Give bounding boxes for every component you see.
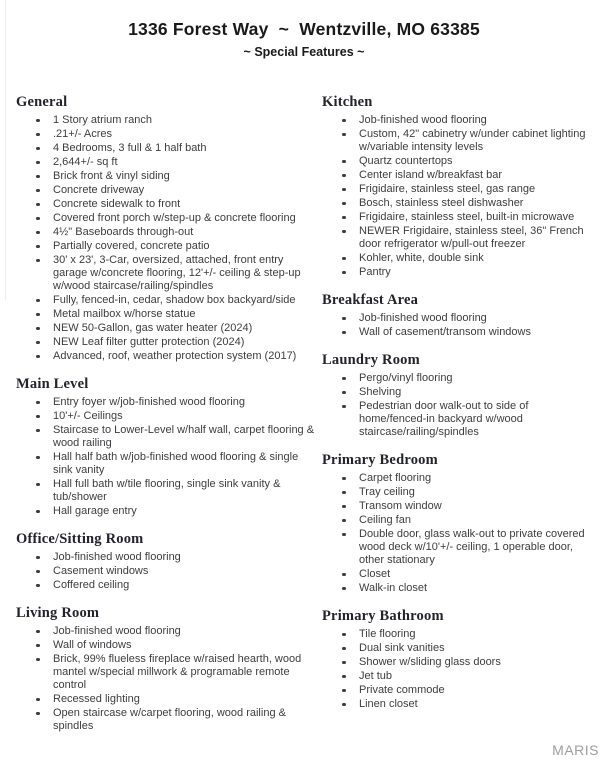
feature-item: Custom, 42" cabinetry w/under cabinet lighting w/variable intensity levels (322, 128, 594, 154)
page-title: 1336 Forest Way ~ Wentzville, MO 63385 (128, 19, 480, 39)
section-living-room (16, 604, 322, 733)
section-heading-general: General (16, 94, 68, 110)
feature-item: Dual sink vanities (322, 642, 594, 655)
section-heading-office-sitting-room: Office/Sitting Room (16, 531, 144, 547)
feature-item: Casement windows (16, 565, 322, 578)
maris-watermark: MARIS (552, 742, 599, 758)
feature-item: Ceiling fan (322, 514, 594, 527)
feature-list-main-level (16, 396, 322, 518)
feature-item: Center island w/breakfast bar (322, 169, 594, 182)
feature-item: Transom window (322, 500, 594, 513)
feature-item: Linen closet (322, 698, 594, 711)
feature-item: Pedestrian door walk-out to side of home/fenced-in backyard w/wood staircase/railing/spindles (322, 400, 594, 439)
feature-item: Carpet flooring (322, 472, 594, 485)
feature-item: Quartz countertops (322, 155, 594, 168)
feature-item: Brick, 99% flueless fireplace w/raised hearth, wood mantel w/special millwork & programable remote control (16, 653, 322, 692)
feature-item: Concrete sidewalk to front (16, 198, 322, 211)
section-heading-kitchen: Kitchen (322, 94, 373, 110)
section-office-sitting-room (16, 530, 322, 592)
page-subtitle: ~ Special Features ~ (243, 45, 365, 59)
feature-item: Job-finished wood flooring (322, 114, 594, 127)
feature-item: Shelving (322, 386, 594, 399)
feature-item: Tray ceiling (322, 486, 594, 499)
feature-item: 10'+/- Ceilings (16, 410, 322, 423)
feature-item: NEW 50-Gallon, gas water heater (2024) (16, 322, 322, 335)
scan-edge-artifact (5, 0, 6, 300)
feature-item: .21+/- Acres (16, 128, 322, 141)
feature-item: 30' x 23', 3-Car, oversized, attached, front entry garage w/concrete flooring, 12'+/- ceiling & step-up w/wood staircase/railing/spindles (16, 254, 322, 293)
feature-item: Job-finished wood flooring (16, 551, 322, 564)
feature-item: Pantry (322, 266, 594, 279)
feature-item: 4½" Baseboards through-out (16, 226, 322, 239)
content-columns (0, 93, 608, 745)
feature-list-office-sitting-room (16, 551, 322, 592)
feature-list-kitchen (322, 114, 594, 279)
section-laundry-room (322, 351, 594, 439)
feature-item: Hall full bath w/tile flooring, single sink vanity & tub/shower (16, 478, 322, 504)
section-heading-primary-bedroom: Primary Bedroom (322, 452, 438, 468)
feature-item: NEWER Frigidaire, stainless steel, 36" French door refrigerator w/pull-out freezer (322, 225, 594, 251)
feature-item: Metal mailbox w/horse statue (16, 308, 322, 321)
section-heading-primary-bathroom: Primary Bathroom (322, 608, 444, 624)
feature-item: Advanced, roof, weather protection system (2017) (16, 350, 322, 363)
feature-item: Brick front & vinyl siding (16, 170, 322, 183)
section-breakfast-area (322, 291, 594, 339)
feature-item: Private commode (322, 684, 594, 697)
feature-item: Hall garage entry (16, 505, 322, 518)
feature-item: Kohler, white, double sink (322, 252, 594, 265)
document-header (0, 0, 608, 60)
feature-item: 1 Story atrium ranch (16, 114, 322, 127)
feature-item: Hall half bath w/job-finished wood flooring & single sink vanity (16, 451, 322, 477)
section-main-level (16, 375, 322, 518)
feature-item: Walk-in closet (322, 582, 594, 595)
section-heading-living-room: Living Room (16, 605, 100, 621)
feature-list-primary-bedroom (322, 472, 594, 595)
section-primary-bedroom (322, 451, 594, 595)
feature-item: 4 Bedrooms, 3 full & 1 half bath (16, 142, 322, 155)
section-general (16, 93, 322, 363)
feature-item: Bosch, stainless steel dishwasher (322, 197, 594, 210)
feature-item: Shower w/sliding glass doors (322, 656, 594, 669)
feature-item: Tile flooring (322, 628, 594, 641)
feature-item: Frigidaire, stainless steel, built-in microwave (322, 211, 594, 224)
feature-item: Partially covered, concrete patio (16, 240, 322, 253)
feature-item: Job-finished wood flooring (322, 312, 594, 325)
left-column (16, 93, 322, 745)
feature-list-general (16, 114, 322, 363)
feature-list-primary-bathroom (322, 628, 594, 711)
feature-item: Fully, fenced-in, cedar, shadow box backyard/side (16, 294, 322, 307)
feature-list-laundry-room (322, 372, 594, 439)
feature-item: Double door, glass walk-out to private covered wood deck w/10'+/- ceiling, 1 operable door, other stationary (322, 528, 594, 567)
feature-item: Staircase to Lower-Level w/half wall, carpet flooring & wood railing (16, 424, 322, 450)
feature-item: Coffered ceiling (16, 579, 322, 592)
feature-item: Pergo/vinyl flooring (322, 372, 594, 385)
feature-item: Job-finished wood flooring (16, 625, 322, 638)
feature-item: Open staircase w/carpet flooring, wood railing & spindles (16, 707, 322, 733)
feature-item: Frigidaire, stainless steel, gas range (322, 183, 594, 196)
section-heading-breakfast-area: Breakfast Area (322, 292, 419, 308)
feature-item: Covered front porch w/step-up & concrete flooring (16, 212, 322, 225)
feature-item: Wall of windows (16, 639, 322, 652)
section-heading-laundry-room: Laundry Room (322, 352, 420, 368)
section-heading-main-level: Main Level (16, 376, 89, 392)
feature-list-breakfast-area (322, 312, 594, 339)
feature-item: 2,644+/- sq ft (16, 156, 322, 169)
feature-item: Entry foyer w/job-finished wood flooring (16, 396, 322, 409)
feature-item: NEW Leaf filter gutter protection (2024) (16, 336, 322, 349)
section-kitchen (322, 93, 594, 279)
feature-list-living-room (16, 625, 322, 733)
right-column (322, 93, 594, 723)
feature-item: Concrete driveway (16, 184, 322, 197)
feature-item: Recessed lighting (16, 693, 322, 706)
feature-item: Jet tub (322, 670, 594, 683)
feature-item: Wall of casement/transom windows (322, 326, 594, 339)
feature-item: Closet (322, 568, 594, 581)
section-primary-bathroom (322, 607, 594, 711)
